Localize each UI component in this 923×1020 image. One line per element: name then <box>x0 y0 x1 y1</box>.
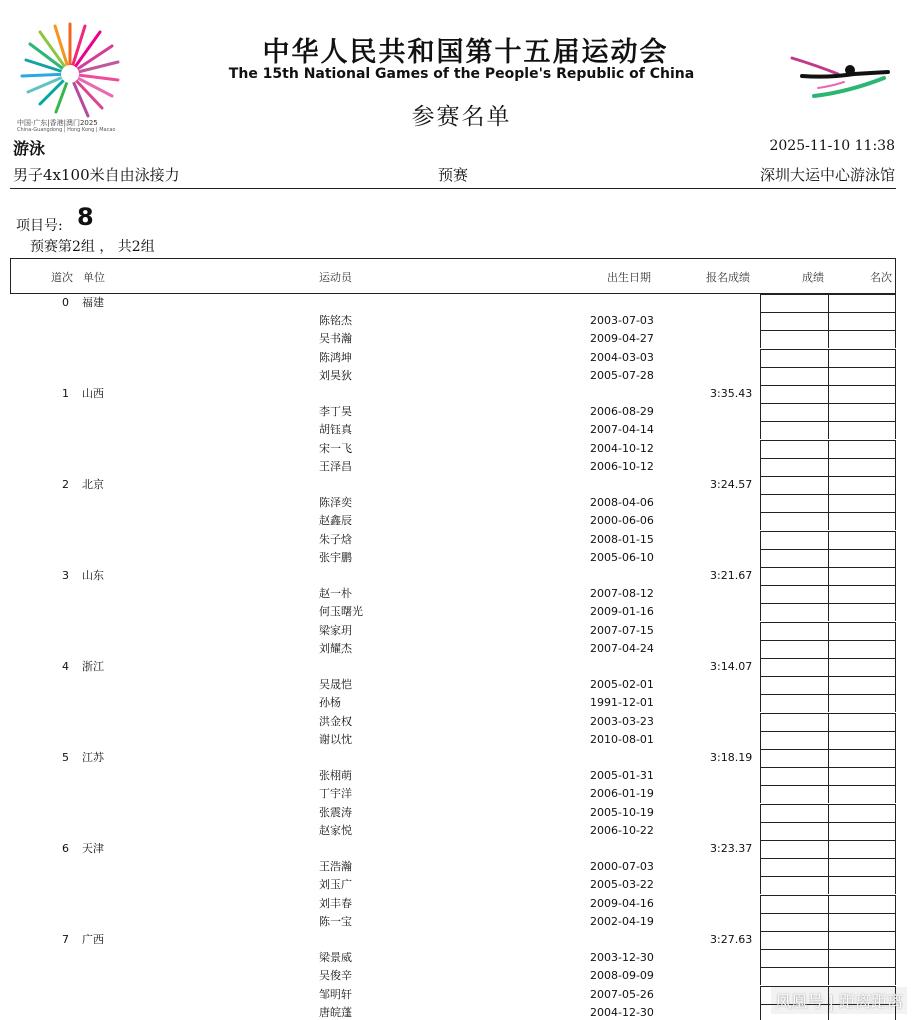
result-cell <box>760 731 829 749</box>
athlete-name: 洪金权 <box>319 714 352 728</box>
team-unit: 江苏 <box>82 751 104 764</box>
athlete-row <box>0 713 760 731</box>
result-grid-row <box>760 440 896 458</box>
team-unit: 广西 <box>82 933 104 946</box>
result-grid-row <box>760 567 896 585</box>
rank-cell <box>828 494 896 512</box>
result-grid-row <box>760 676 896 694</box>
header-divider <box>10 188 896 189</box>
result-grid-row <box>760 585 896 603</box>
result-grid-row <box>760 731 896 749</box>
sport-name: 游泳 <box>13 139 46 158</box>
result-grid-row <box>760 476 896 494</box>
athlete-birth: 2006-10-12 <box>590 459 654 473</box>
lane-number: 7 <box>62 933 69 946</box>
result-grid-row <box>760 694 896 712</box>
col-birth: 出生日期 <box>607 271 651 284</box>
rank-cell <box>828 458 896 476</box>
swimming-emblem-icon <box>788 52 892 102</box>
team-row <box>0 385 760 403</box>
result-cell <box>760 549 829 567</box>
result-cell <box>760 913 829 931</box>
event-number-label: 项目号: <box>16 218 63 234</box>
rank-cell <box>828 822 896 840</box>
athlete-birth: 2007-07-15 <box>590 623 654 637</box>
team-unit: 山西 <box>82 387 104 400</box>
team-row <box>0 567 760 585</box>
result-grid-row <box>760 458 896 476</box>
rank-cell <box>828 512 896 530</box>
lane-number: 6 <box>62 842 69 855</box>
athlete-birth: 1991-12-01 <box>590 696 654 710</box>
rank-cell <box>828 858 896 876</box>
result-cell <box>760 804 829 822</box>
result-grid-row <box>760 640 896 658</box>
result-grid-row <box>760 858 896 876</box>
rank-cell <box>828 676 896 694</box>
rank-cell <box>828 585 896 603</box>
result-grid-row <box>760 622 896 640</box>
athlete-name: 谢以忱 <box>319 732 352 746</box>
athlete-name: 陈一宝 <box>319 914 352 928</box>
entry-time: 3:35.43 <box>710 387 753 400</box>
rank-cell <box>828 895 896 913</box>
rank-cell <box>828 312 896 330</box>
athlete-row <box>0 876 760 894</box>
athlete-name: 张宇鹏 <box>319 550 352 564</box>
entry-time: 3:23.37 <box>710 842 753 855</box>
result-grid-row <box>760 767 896 785</box>
athlete-row <box>0 622 760 640</box>
col-unit: 单位 <box>83 271 105 284</box>
athlete-birth: 2006-01-19 <box>590 787 654 801</box>
logo-subcaption: China-Guangdong | Hong Kong | Macao <box>17 127 116 133</box>
rank-cell <box>828 949 896 967</box>
athlete-birth: 2005-06-10 <box>590 550 654 564</box>
rank-cell <box>828 713 896 731</box>
athlete-birth: 2004-12-30 <box>590 1005 654 1019</box>
result-cell <box>760 840 829 858</box>
athlete-birth: 2007-04-14 <box>590 423 654 437</box>
rank-cell <box>828 622 896 640</box>
entry-time: 3:21.67 <box>710 569 753 582</box>
team-unit: 浙江 <box>82 660 104 673</box>
result-cell <box>760 785 829 803</box>
result-cell <box>760 876 829 894</box>
rank-cell <box>828 967 896 985</box>
list-title: 参赛名单 <box>411 104 512 130</box>
col-athlete: 运动员 <box>319 271 352 284</box>
result-cell <box>760 603 829 621</box>
athlete-name: 何玉曙光 <box>319 605 363 619</box>
athlete-name: 赵鑫辰 <box>319 514 352 528</box>
result-grid-row <box>760 403 896 421</box>
team-row <box>0 931 760 949</box>
athlete-row <box>0 895 760 913</box>
athlete-row <box>0 312 760 330</box>
rank-cell <box>828 731 896 749</box>
rank-cell <box>828 549 896 567</box>
result-grid-row <box>760 512 896 530</box>
entry-time: 3:18.19 <box>710 751 753 764</box>
athlete-birth: 2005-03-22 <box>590 878 654 892</box>
rank-cell <box>828 567 896 585</box>
athlete-row <box>0 585 760 603</box>
rank-cell <box>828 749 896 767</box>
athlete-name: 唐皖蓬 <box>319 1005 352 1019</box>
result-cell <box>760 676 829 694</box>
athlete-birth: 2006-10-22 <box>590 823 654 837</box>
result-cell <box>760 967 829 985</box>
col-entry: 报名成绩 <box>706 271 750 284</box>
result-grid-row <box>760 949 896 967</box>
result-cell <box>760 931 829 949</box>
logo-caption: 中国·广东|香港|澳门2025 <box>17 119 98 127</box>
athlete-birth: 2005-10-19 <box>590 805 654 819</box>
athlete-name: 梁家玥 <box>319 623 352 637</box>
rank-cell <box>828 367 896 385</box>
athlete-birth: 2006-08-29 <box>590 405 654 419</box>
athlete-name: 陈泽奕 <box>319 496 352 510</box>
athlete-row <box>0 531 760 549</box>
result-grid-row <box>760 840 896 858</box>
athlete-row <box>0 858 760 876</box>
result-grid-row <box>760 549 896 567</box>
athlete-name: 宋一飞 <box>319 441 352 455</box>
result-cell <box>760 585 829 603</box>
athlete-birth: 2000-06-06 <box>590 514 654 528</box>
athlete-name: 刘玉广 <box>319 878 352 892</box>
rank-cell <box>828 294 896 312</box>
team-unit: 北京 <box>82 478 104 491</box>
team-row <box>0 294 760 312</box>
entry-time: 3:27.63 <box>710 933 753 946</box>
athlete-row <box>0 458 760 476</box>
team-unit: 福建 <box>82 296 104 309</box>
athlete-name: 陈铭杰 <box>319 314 352 328</box>
result-grid-row <box>760 494 896 512</box>
athlete-name: 胡钰真 <box>319 423 352 437</box>
athlete-birth: 2008-09-09 <box>590 969 654 983</box>
result-grid-row <box>760 349 896 367</box>
athlete-name: 张栩萌 <box>319 769 352 783</box>
result-cell <box>760 749 829 767</box>
venue-name: 深圳大运中心游泳馆 <box>759 166 895 184</box>
athlete-row <box>0 949 760 967</box>
result-cell <box>760 330 829 348</box>
lane-number: 3 <box>62 569 69 582</box>
report-datetime: 2025-11-10 11:38 <box>769 138 895 154</box>
lane-number: 0 <box>62 296 69 309</box>
athlete-birth: 2003-07-03 <box>590 314 654 328</box>
lane-number: 1 <box>62 387 69 400</box>
result-cell <box>760 421 829 439</box>
team-unit: 山东 <box>82 569 104 582</box>
result-grid-row <box>760 603 896 621</box>
event-number: 8 <box>77 203 94 231</box>
rank-cell <box>828 804 896 822</box>
result-grid-row <box>760 421 896 439</box>
rank-cell <box>828 385 896 403</box>
athlete-name: 孙杨 <box>319 696 341 710</box>
athlete-row <box>0 804 760 822</box>
lane-number: 2 <box>62 478 69 491</box>
athlete-birth: 2009-01-16 <box>590 605 654 619</box>
result-grid-row <box>760 785 896 803</box>
athlete-row <box>0 767 760 785</box>
result-cell <box>760 494 829 512</box>
rank-cell <box>828 421 896 439</box>
games-title-en: The 15th National Games of the People's Republic of China <box>228 66 695 82</box>
rank-cell <box>828 840 896 858</box>
heat-info: 预赛第2组 ， 共2组 <box>30 239 155 255</box>
result-cell <box>760 567 829 585</box>
rank-cell <box>828 876 896 894</box>
result-grid-row <box>760 967 896 985</box>
event-name: 男子4x100米自由泳接力 <box>13 166 180 184</box>
athlete-birth: 2003-03-23 <box>590 714 654 728</box>
athlete-row <box>0 421 760 439</box>
athlete-birth: 2008-04-06 <box>590 496 654 510</box>
result-grid-row <box>760 658 896 676</box>
col-result: 成绩 <box>802 271 824 284</box>
athlete-birth: 2008-01-15 <box>590 532 654 546</box>
result-cell <box>760 949 829 967</box>
result-cell <box>760 531 829 549</box>
team-row <box>0 476 760 494</box>
rank-cell <box>828 694 896 712</box>
athlete-row <box>0 512 760 530</box>
entry-time: 3:24.57 <box>710 478 753 491</box>
athlete-name: 刘丰春 <box>319 896 352 910</box>
athlete-row <box>0 822 760 840</box>
athlete-row <box>0 785 760 803</box>
result-cell <box>760 622 829 640</box>
result-grid-row <box>760 531 896 549</box>
athlete-birth: 2007-04-24 <box>590 641 654 655</box>
athlete-name: 吴俊辛 <box>319 969 352 983</box>
rank-cell <box>828 440 896 458</box>
result-cell <box>760 403 829 421</box>
games-title-cn: 中华人民共和国第十五届运动会 <box>262 37 669 68</box>
lane-number: 5 <box>62 751 69 764</box>
team-unit: 天津 <box>82 842 104 855</box>
athlete-name: 赵一朴 <box>319 587 352 601</box>
result-grid-row <box>760 367 896 385</box>
athlete-name: 吴晟恺 <box>319 678 352 692</box>
athlete-birth: 2009-04-16 <box>590 896 654 910</box>
rank-cell <box>828 330 896 348</box>
athlete-birth: 2005-07-28 <box>590 368 654 382</box>
athlete-name: 刘耀杰 <box>319 641 352 655</box>
athlete-row <box>0 1004 760 1020</box>
rank-cell <box>828 767 896 785</box>
athlete-row <box>0 349 760 367</box>
athlete-row <box>0 330 760 348</box>
result-grid <box>760 294 896 1020</box>
result-cell <box>760 713 829 731</box>
athlete-birth: 2010-08-01 <box>590 732 654 746</box>
result-cell <box>760 349 829 367</box>
result-cell <box>760 822 829 840</box>
result-grid-row <box>760 385 896 403</box>
result-grid-row <box>760 804 896 822</box>
result-cell <box>760 294 829 312</box>
athlete-birth: 2007-08-12 <box>590 587 654 601</box>
athlete-row <box>0 676 760 694</box>
result-grid-row <box>760 330 896 348</box>
athlete-name: 陈鸿坤 <box>319 350 352 364</box>
result-grid-row <box>760 713 896 731</box>
result-cell <box>760 367 829 385</box>
watermark: 凤凰号 | 距离距离 <box>771 987 907 1014</box>
athlete-name: 刘昊狄 <box>319 368 352 382</box>
athlete-name: 朱子焓 <box>319 532 352 546</box>
rank-cell <box>828 913 896 931</box>
athlete-birth: 2004-10-12 <box>590 441 654 455</box>
result-cell <box>760 694 829 712</box>
rank-cell <box>828 476 896 494</box>
athlete-row <box>0 367 760 385</box>
athlete-birth: 2002-04-19 <box>590 914 654 928</box>
athlete-birth: 2000-07-03 <box>590 860 654 874</box>
result-grid-row <box>760 294 896 312</box>
athlete-birth: 2005-01-31 <box>590 769 654 783</box>
athlete-birth: 2005-02-01 <box>590 678 654 692</box>
rank-cell <box>828 785 896 803</box>
athlete-row <box>0 440 760 458</box>
athlete-row <box>0 603 760 621</box>
athlete-row <box>0 694 760 712</box>
athlete-row <box>0 549 760 567</box>
col-rank: 名次 <box>870 271 892 284</box>
athlete-row <box>0 913 760 931</box>
athlete-name: 吴书瀚 <box>319 332 352 346</box>
rank-cell <box>828 658 896 676</box>
athlete-name: 邹明轩 <box>319 987 352 1001</box>
result-cell <box>760 440 829 458</box>
result-cell <box>760 385 829 403</box>
athlete-row <box>0 403 760 421</box>
round-name: 预赛 <box>438 166 469 184</box>
result-cell <box>760 476 829 494</box>
result-grid-row <box>760 895 896 913</box>
result-cell <box>760 858 829 876</box>
athlete-name: 李丁昊 <box>319 405 352 419</box>
rank-cell <box>828 603 896 621</box>
table-header <box>10 258 896 294</box>
athlete-birth: 2009-04-27 <box>590 332 654 346</box>
entry-time: 3:14.07 <box>710 660 753 673</box>
athlete-row <box>0 640 760 658</box>
athlete-name: 赵家悦 <box>319 823 352 837</box>
rank-cell <box>828 931 896 949</box>
athlete-birth: 2003-12-30 <box>590 951 654 965</box>
rank-cell <box>828 531 896 549</box>
athlete-name: 张震涛 <box>319 805 352 819</box>
result-cell <box>760 312 829 330</box>
result-grid-row <box>760 913 896 931</box>
athlete-name: 王泽昌 <box>319 459 352 473</box>
rank-cell <box>828 640 896 658</box>
result-grid-row <box>760 749 896 767</box>
lane-number: 4 <box>62 660 69 673</box>
result-cell <box>760 640 829 658</box>
athlete-name: 梁景威 <box>319 951 352 965</box>
athlete-row <box>0 967 760 985</box>
col-lane: 道次 <box>51 271 73 284</box>
athlete-birth: 2004-03-03 <box>590 350 654 364</box>
athlete-name: 王浩瀚 <box>319 860 352 874</box>
result-cell <box>760 895 829 913</box>
result-cell <box>760 458 829 476</box>
team-row <box>0 658 760 676</box>
athlete-name: 丁宇洋 <box>319 787 352 801</box>
athlete-birth: 2007-05-26 <box>590 987 654 1001</box>
result-grid-row <box>760 822 896 840</box>
rank-cell <box>828 349 896 367</box>
team-row <box>0 840 760 858</box>
result-cell <box>760 512 829 530</box>
athlete-row <box>0 494 760 512</box>
result-cell <box>760 658 829 676</box>
team-row <box>0 749 760 767</box>
athlete-row <box>0 986 760 1004</box>
result-grid-row <box>760 931 896 949</box>
result-grid-row <box>760 876 896 894</box>
rank-cell <box>828 403 896 421</box>
athlete-row <box>0 731 760 749</box>
result-grid-row <box>760 312 896 330</box>
result-cell <box>760 767 829 785</box>
